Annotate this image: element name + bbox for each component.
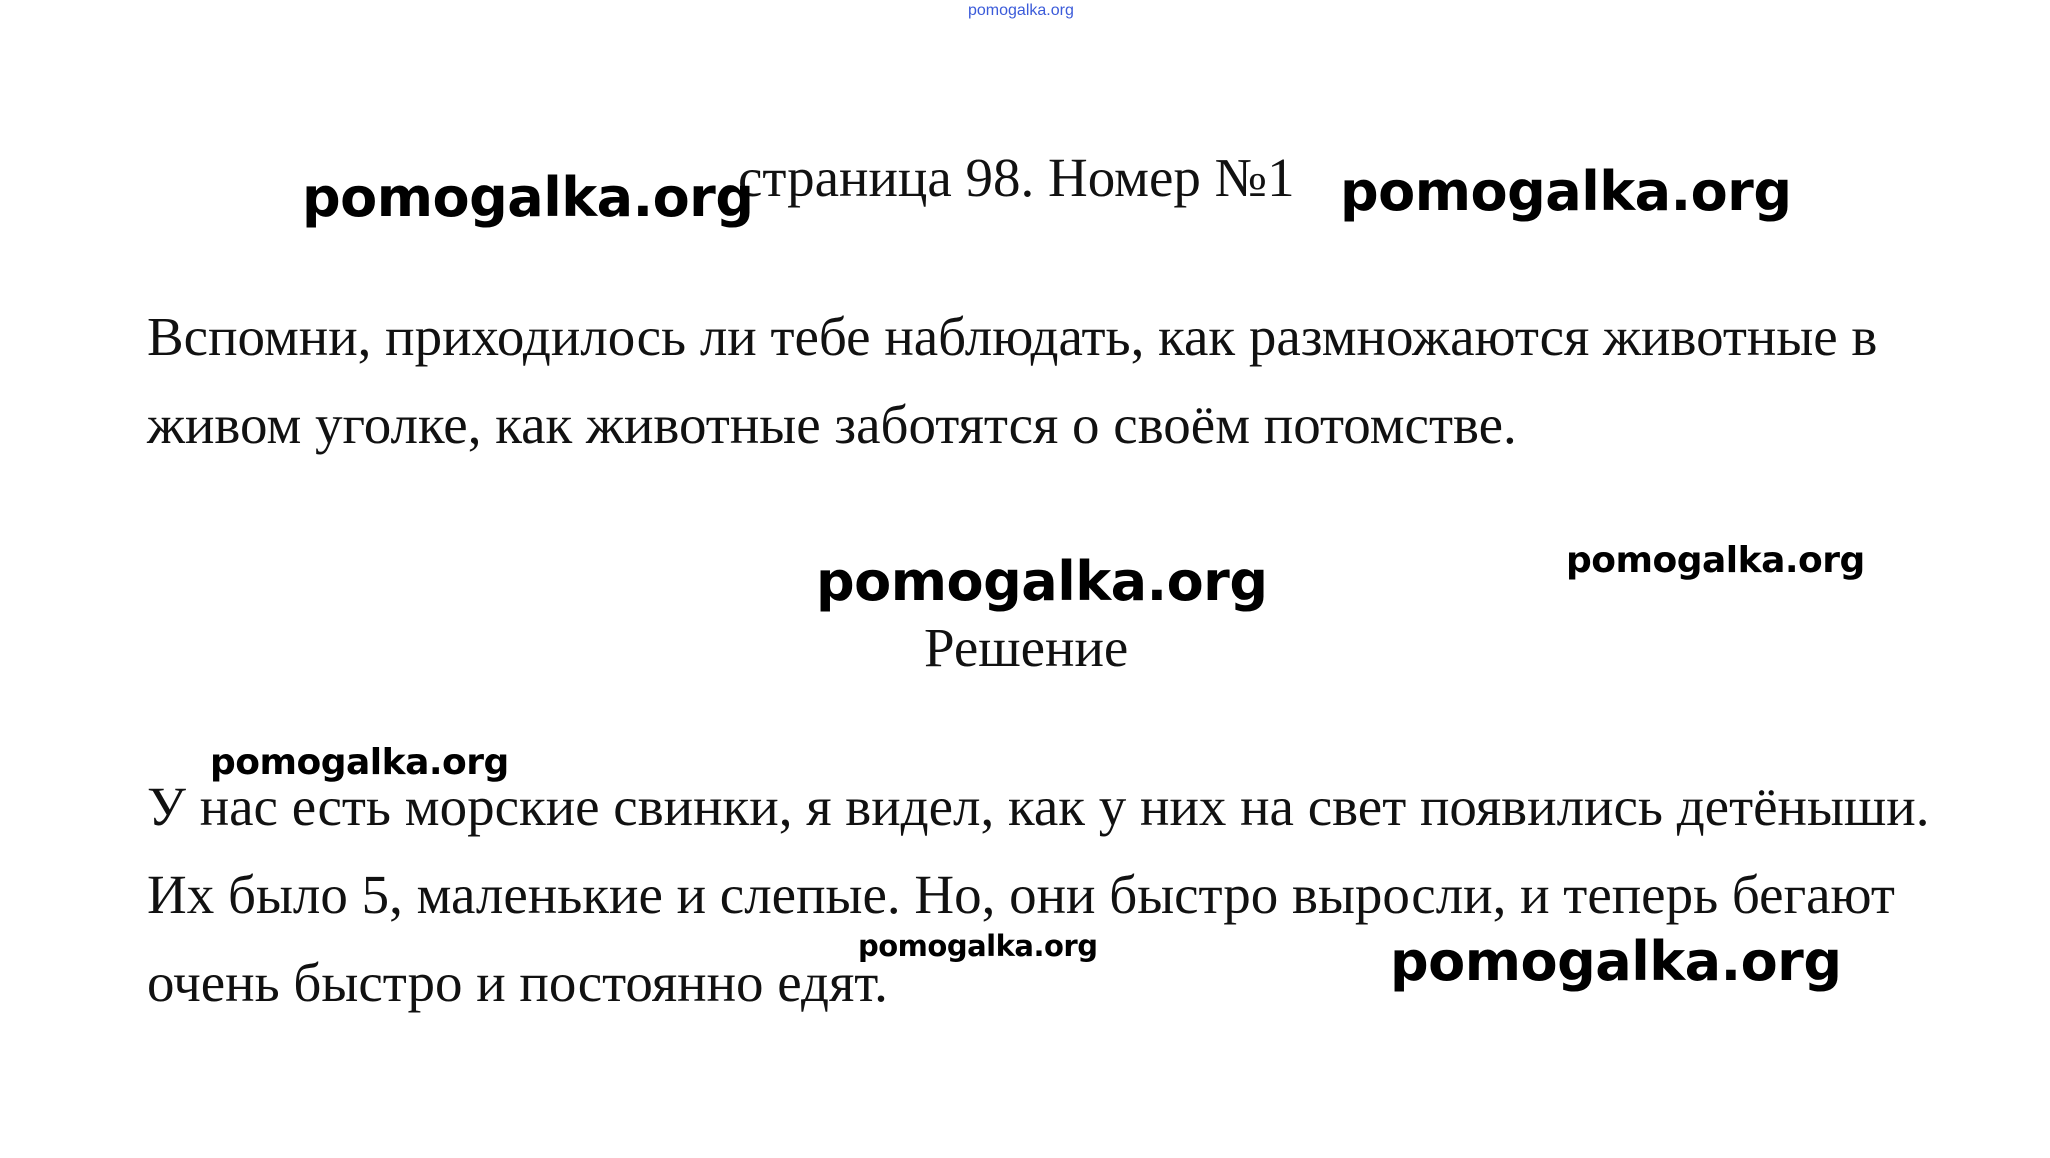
watermark-right: pomogalka.org (1566, 540, 1865, 581)
watermark-center: pomogalka.org (816, 550, 1268, 613)
watermark-title-right: pomogalka.org (1340, 160, 1792, 223)
watermark-answer-middle: pomogalka.org (858, 929, 1098, 963)
watermark-answer-left: pomogalka.org (210, 742, 509, 783)
question-text: Вспомни, приходилось ли тебе наблюдать, как размножаются животные в живом уголке, как животные заботятся о своём потомстве. (147, 306, 1878, 455)
watermark-answer-right: pomogalka.org (1390, 930, 1842, 993)
answer-text: У нас есть морские свинки, я видел, как у них на свет появились детёныши. Их было 5, маленькие и слепые. Но, они быстро выросли, и теперь бегают очень быстро и постоянно едят. (147, 776, 1930, 1013)
solution-heading: Решение (924, 617, 1129, 678)
watermark-title-left: pomogalka.org (302, 166, 754, 229)
top-site-link[interactable]: pomogalka.org (968, 2, 1074, 19)
page-title: страница 98. Номер №1 (738, 147, 1295, 208)
